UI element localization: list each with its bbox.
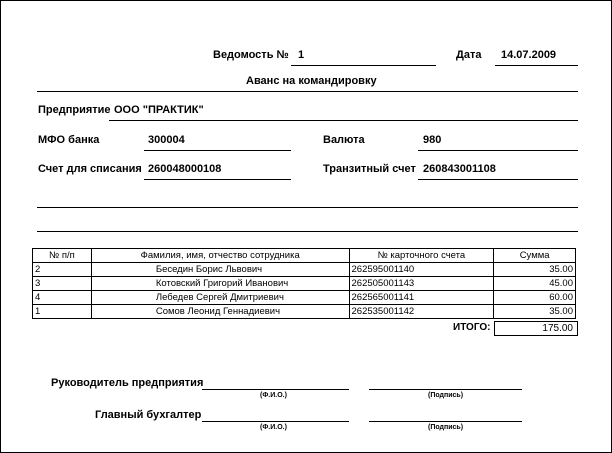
table-row <box>33 263 576 277</box>
company-label: Предприятие <box>38 104 111 116</box>
col-header-name: Фамилия, имя, отчество сотрудника <box>91 249 349 263</box>
row-number: 4 <box>33 291 92 305</box>
director-sign-line <box>369 389 522 390</box>
transit-account-label: Транзитный счет <box>323 163 416 175</box>
date-underline <box>495 65 578 66</box>
col-header-account: № карточного счета <box>349 249 494 263</box>
row-account: 262535001142 <box>349 305 494 319</box>
row-number: 3 <box>33 277 92 291</box>
blank-line-2 <box>37 231 578 232</box>
director-sign-caption: (Подпись) <box>428 392 464 399</box>
row-sum: 35.00 <box>494 263 576 277</box>
row-name: Лебедев Сергей Дмитриевич <box>91 291 349 305</box>
row-account: 262595001140 <box>349 263 494 277</box>
row-number: 2 <box>33 263 92 277</box>
accountant-sign-caption: (Подпись) <box>428 424 464 431</box>
accountant-fio-caption: (Ф.И.О.) <box>260 424 287 431</box>
employee-table <box>32 248 576 319</box>
vedomost-label: Ведомость № <box>213 49 289 61</box>
currency-label: Валюта <box>323 134 365 146</box>
debit-account-underline <box>144 179 291 180</box>
table-row <box>33 277 576 291</box>
document-title: Аванс на командировку <box>246 75 377 87</box>
company-underline <box>109 120 578 121</box>
row-name: Котовский Григорий Иванович <box>91 277 349 291</box>
date-value: 14.07.2009 <box>501 49 557 61</box>
vedomost-underline <box>291 65 436 66</box>
row-sum: 45.00 <box>494 277 576 291</box>
row-sum: 35.00 <box>494 305 576 319</box>
accountant-label: Главный бухгалтер <box>95 409 202 421</box>
row-account: 262505001143 <box>349 277 494 291</box>
date-label: Дата <box>456 49 482 61</box>
mfo-label: МФО банка <box>38 134 100 146</box>
currency-underline <box>418 150 578 151</box>
row-name: Сомов Леонид Геннадиевич <box>91 305 349 319</box>
mfo-value: 300004 <box>148 134 185 146</box>
transit-account-value: 260843001108 <box>423 163 496 175</box>
company-value: ООО "ПРАКТИК" <box>114 104 204 116</box>
row-name: Беседин Борис Львович <box>91 263 349 277</box>
table-header-row <box>33 249 576 263</box>
director-fio-line <box>202 389 349 390</box>
director-fio-caption: (Ф.И.О.) <box>260 392 287 399</box>
row-sum: 60.00 <box>494 291 576 305</box>
currency-value: 980 <box>423 134 442 146</box>
col-header-sum: Сумма <box>494 249 576 263</box>
mfo-underline <box>144 150 291 151</box>
accountant-fio-line <box>202 421 349 422</box>
table-row <box>33 291 576 305</box>
debit-account-value: 260048000108 <box>148 163 222 175</box>
total-value: 175.00 <box>494 321 578 336</box>
transit-account-underline <box>418 179 578 180</box>
accountant-sign-line <box>369 421 522 422</box>
table-row <box>33 305 576 319</box>
total-label: ИТОГО: <box>453 322 491 333</box>
debit-account-label: Счет для списания <box>38 163 142 175</box>
col-header-number: № п/п <box>33 249 92 263</box>
vedomost-number: 1 <box>298 49 305 61</box>
row-number: 1 <box>33 305 92 319</box>
row-account: 262565001141 <box>349 291 494 305</box>
title-underline <box>37 91 578 92</box>
director-label: Руководитель предприятия <box>51 377 204 389</box>
blank-line-1 <box>37 207 578 208</box>
